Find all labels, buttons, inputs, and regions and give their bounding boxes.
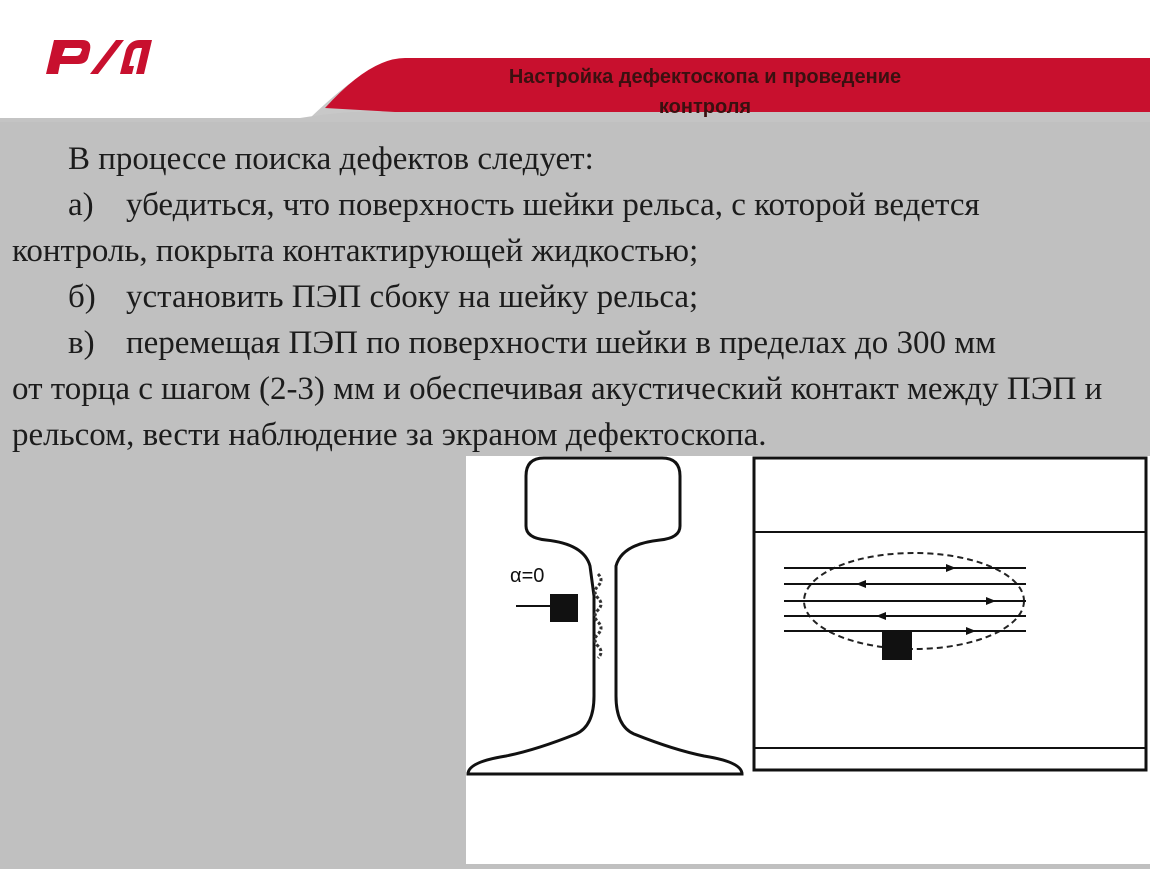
probe-block	[550, 594, 578, 622]
item-label: а)	[68, 187, 94, 223]
list-item-a	[12, 182, 1142, 274]
item-text: убедиться, что поверхность шейки рельса, с которой ведется	[126, 187, 980, 223]
screen-probe-block	[882, 632, 912, 660]
beam-arrow	[946, 564, 956, 572]
screen-frame	[754, 458, 1146, 770]
rail-inspection-figure	[466, 456, 1150, 864]
list-item-c	[12, 320, 1142, 458]
intro-paragraph: В процессе поиска дефектов следует:	[68, 141, 594, 177]
item-text: установить ПЭП сбоку на шейку рельса;	[126, 279, 699, 315]
instruction-text	[12, 136, 1142, 458]
rail-diagram	[466, 456, 1150, 864]
slide-title	[430, 62, 980, 122]
list-item-b	[12, 274, 1142, 320]
slide-header	[0, 0, 1150, 122]
slide-title-line-1: Настройка дефектоскопа и проведение	[508, 66, 902, 88]
rail-profile	[468, 458, 742, 774]
item-label: б)	[68, 279, 96, 315]
beam-arrow	[856, 580, 866, 588]
angle-label: α=0	[510, 565, 545, 587]
contact-fluid	[595, 574, 601, 658]
beam-arrow	[986, 597, 996, 605]
item-text: перемещая ПЭП по поверхности шейки в пределах до 300 мм	[126, 325, 996, 361]
item-text-continued: от торца с шагом (2-3) мм и обеспечивая акустический контакт между ПЭП и рельсом, вести наблюдение за экраном дефектоскопа.	[12, 371, 1103, 453]
item-text-continued: контроль, покрыта контактирующей жидкостью;	[12, 233, 699, 269]
beam-arrow	[966, 627, 976, 635]
rzd-logo	[38, 30, 156, 82]
item-label: в)	[68, 325, 95, 361]
beam-arrow	[876, 612, 886, 620]
slide-title-line-2: контроля	[658, 96, 752, 118]
